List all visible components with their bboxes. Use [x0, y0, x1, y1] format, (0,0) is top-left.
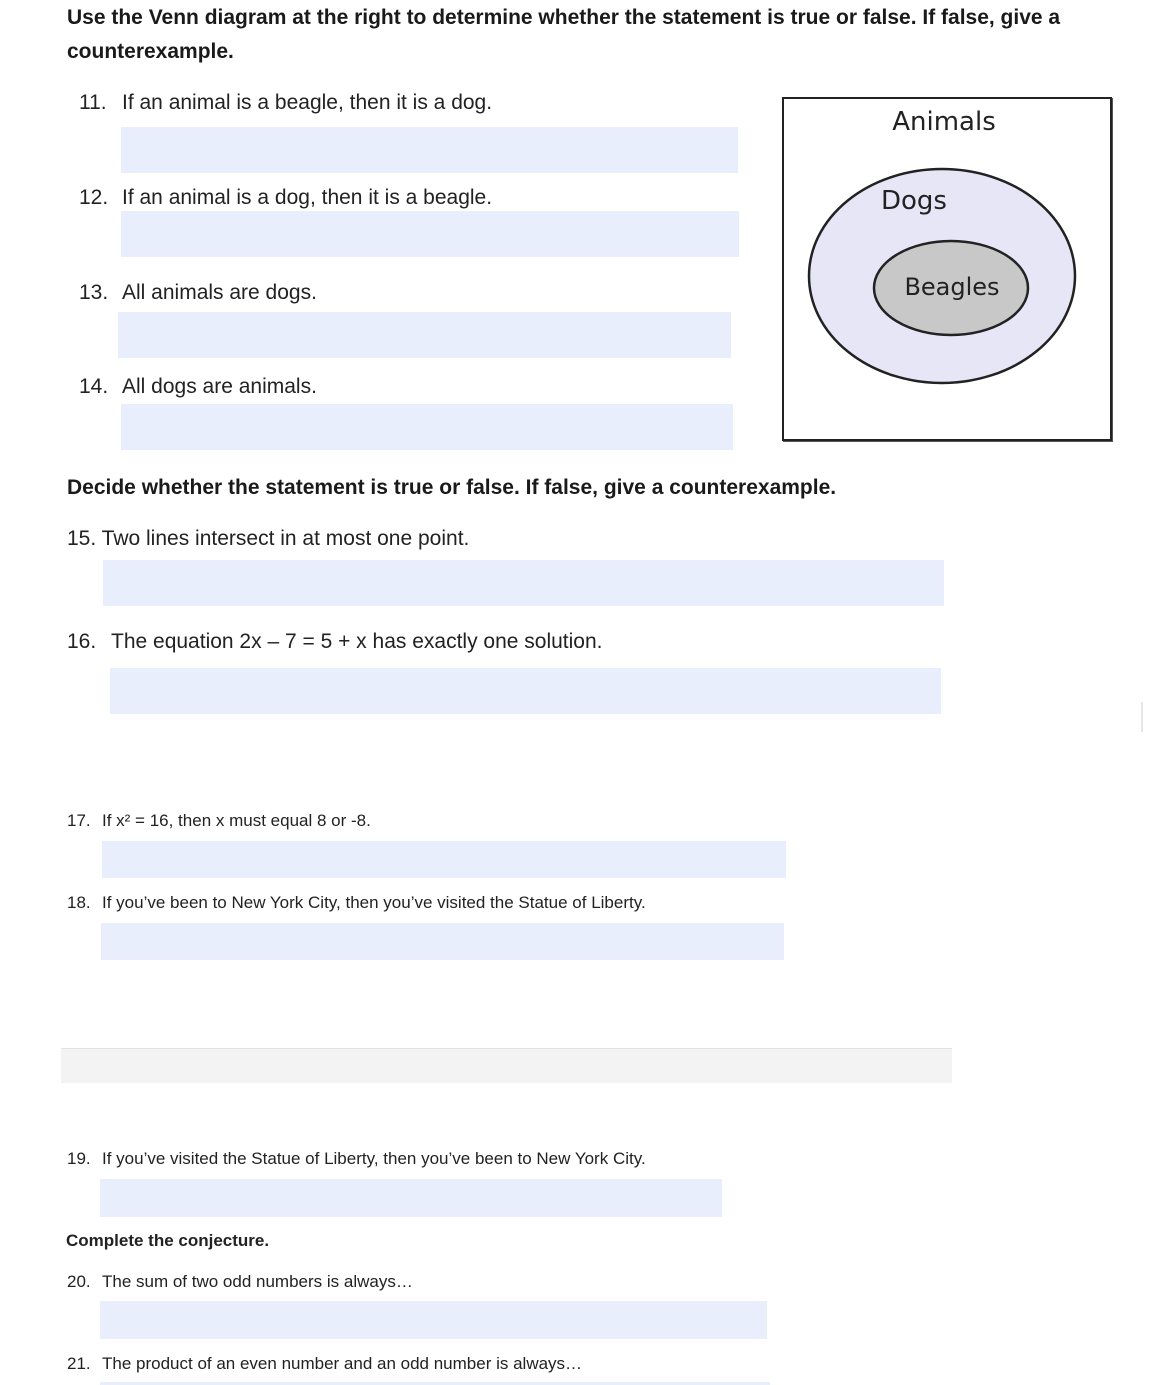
question-number: 13. [79, 281, 109, 304]
venn-label-dogs: Dogs [881, 186, 947, 216]
venn-label-animals: Animals [892, 107, 996, 137]
question-20 [67, 1272, 413, 1292]
question-21 [67, 1354, 582, 1374]
question-text: The product of an even number and an odd number is always… [102, 1354, 583, 1373]
section1-instruction-line1: Use the Venn diagram at the right to determine whether the statement is true or false. If false, give a [67, 6, 1061, 29]
question-18 [67, 893, 646, 913]
question-number: 16. [67, 630, 97, 653]
question-text: All animals are dogs. [122, 281, 317, 304]
answer-field-15[interactable] [103, 560, 944, 606]
question-text: The equation 2x – 7 = 5 + x has exactly one solution. [111, 630, 603, 653]
question-text: Two lines intersect in at most one point. [101, 527, 470, 550]
question-16 [67, 630, 603, 654]
question-17 [67, 811, 371, 831]
section3-instruction: Complete the conjecture. [66, 1231, 270, 1250]
question-number: 18. [67, 893, 91, 912]
answer-field-13[interactable] [118, 312, 731, 358]
venn-diagram [782, 97, 1112, 441]
answer-field-18[interactable] [101, 923, 784, 960]
question-14 [79, 375, 317, 399]
question-number: 11. [79, 91, 107, 114]
answer-field-11[interactable] [121, 127, 738, 173]
answer-field-20[interactable] [100, 1301, 767, 1339]
answer-field-14[interactable] [121, 404, 733, 450]
question-number: 21. [67, 1354, 91, 1373]
venn-label-beagles: Beagles [904, 273, 1000, 301]
question-text: If you’ve been to New York City, then you’ve visited the Statue of Liberty. [102, 893, 646, 912]
answer-field-16[interactable] [110, 668, 941, 714]
question-12 [79, 186, 492, 210]
venn-svg [784, 99, 1110, 439]
question-text: If an animal is a beagle, then it is a dog. [122, 91, 493, 114]
question-number: 20. [67, 1272, 91, 1291]
question-number: 15. [67, 527, 97, 550]
question-text: If x² = 16, then x must equal 8 or -8. [102, 811, 371, 830]
question-15 [67, 527, 469, 551]
answer-field-12[interactable] [121, 211, 739, 257]
question-number: 12. [79, 186, 109, 209]
question-19 [67, 1149, 646, 1169]
question-13 [79, 281, 317, 305]
answer-field-19[interactable] [100, 1179, 722, 1217]
question-text: All dogs are animals. [122, 375, 317, 398]
question-number: 19. [67, 1149, 91, 1168]
question-number: 14. [79, 375, 109, 398]
section2-instruction: Decide whether the statement is true or false. If false, give a counterexample. [67, 476, 837, 499]
question-text: If an animal is a dog, then it is a beagle. [122, 186, 493, 209]
question-text: If you’ve visited the Statue of Liberty, then you’ve been to New York City. [102, 1149, 646, 1168]
question-11 [79, 91, 492, 115]
blank-field[interactable] [61, 1048, 952, 1083]
scroll-indicator [1141, 702, 1143, 732]
answer-field-17[interactable] [102, 841, 786, 878]
question-number: 17. [67, 811, 91, 830]
question-text: The sum of two odd numbers is always… [102, 1272, 413, 1291]
section1-instruction-line2: counterexample. [67, 40, 234, 63]
